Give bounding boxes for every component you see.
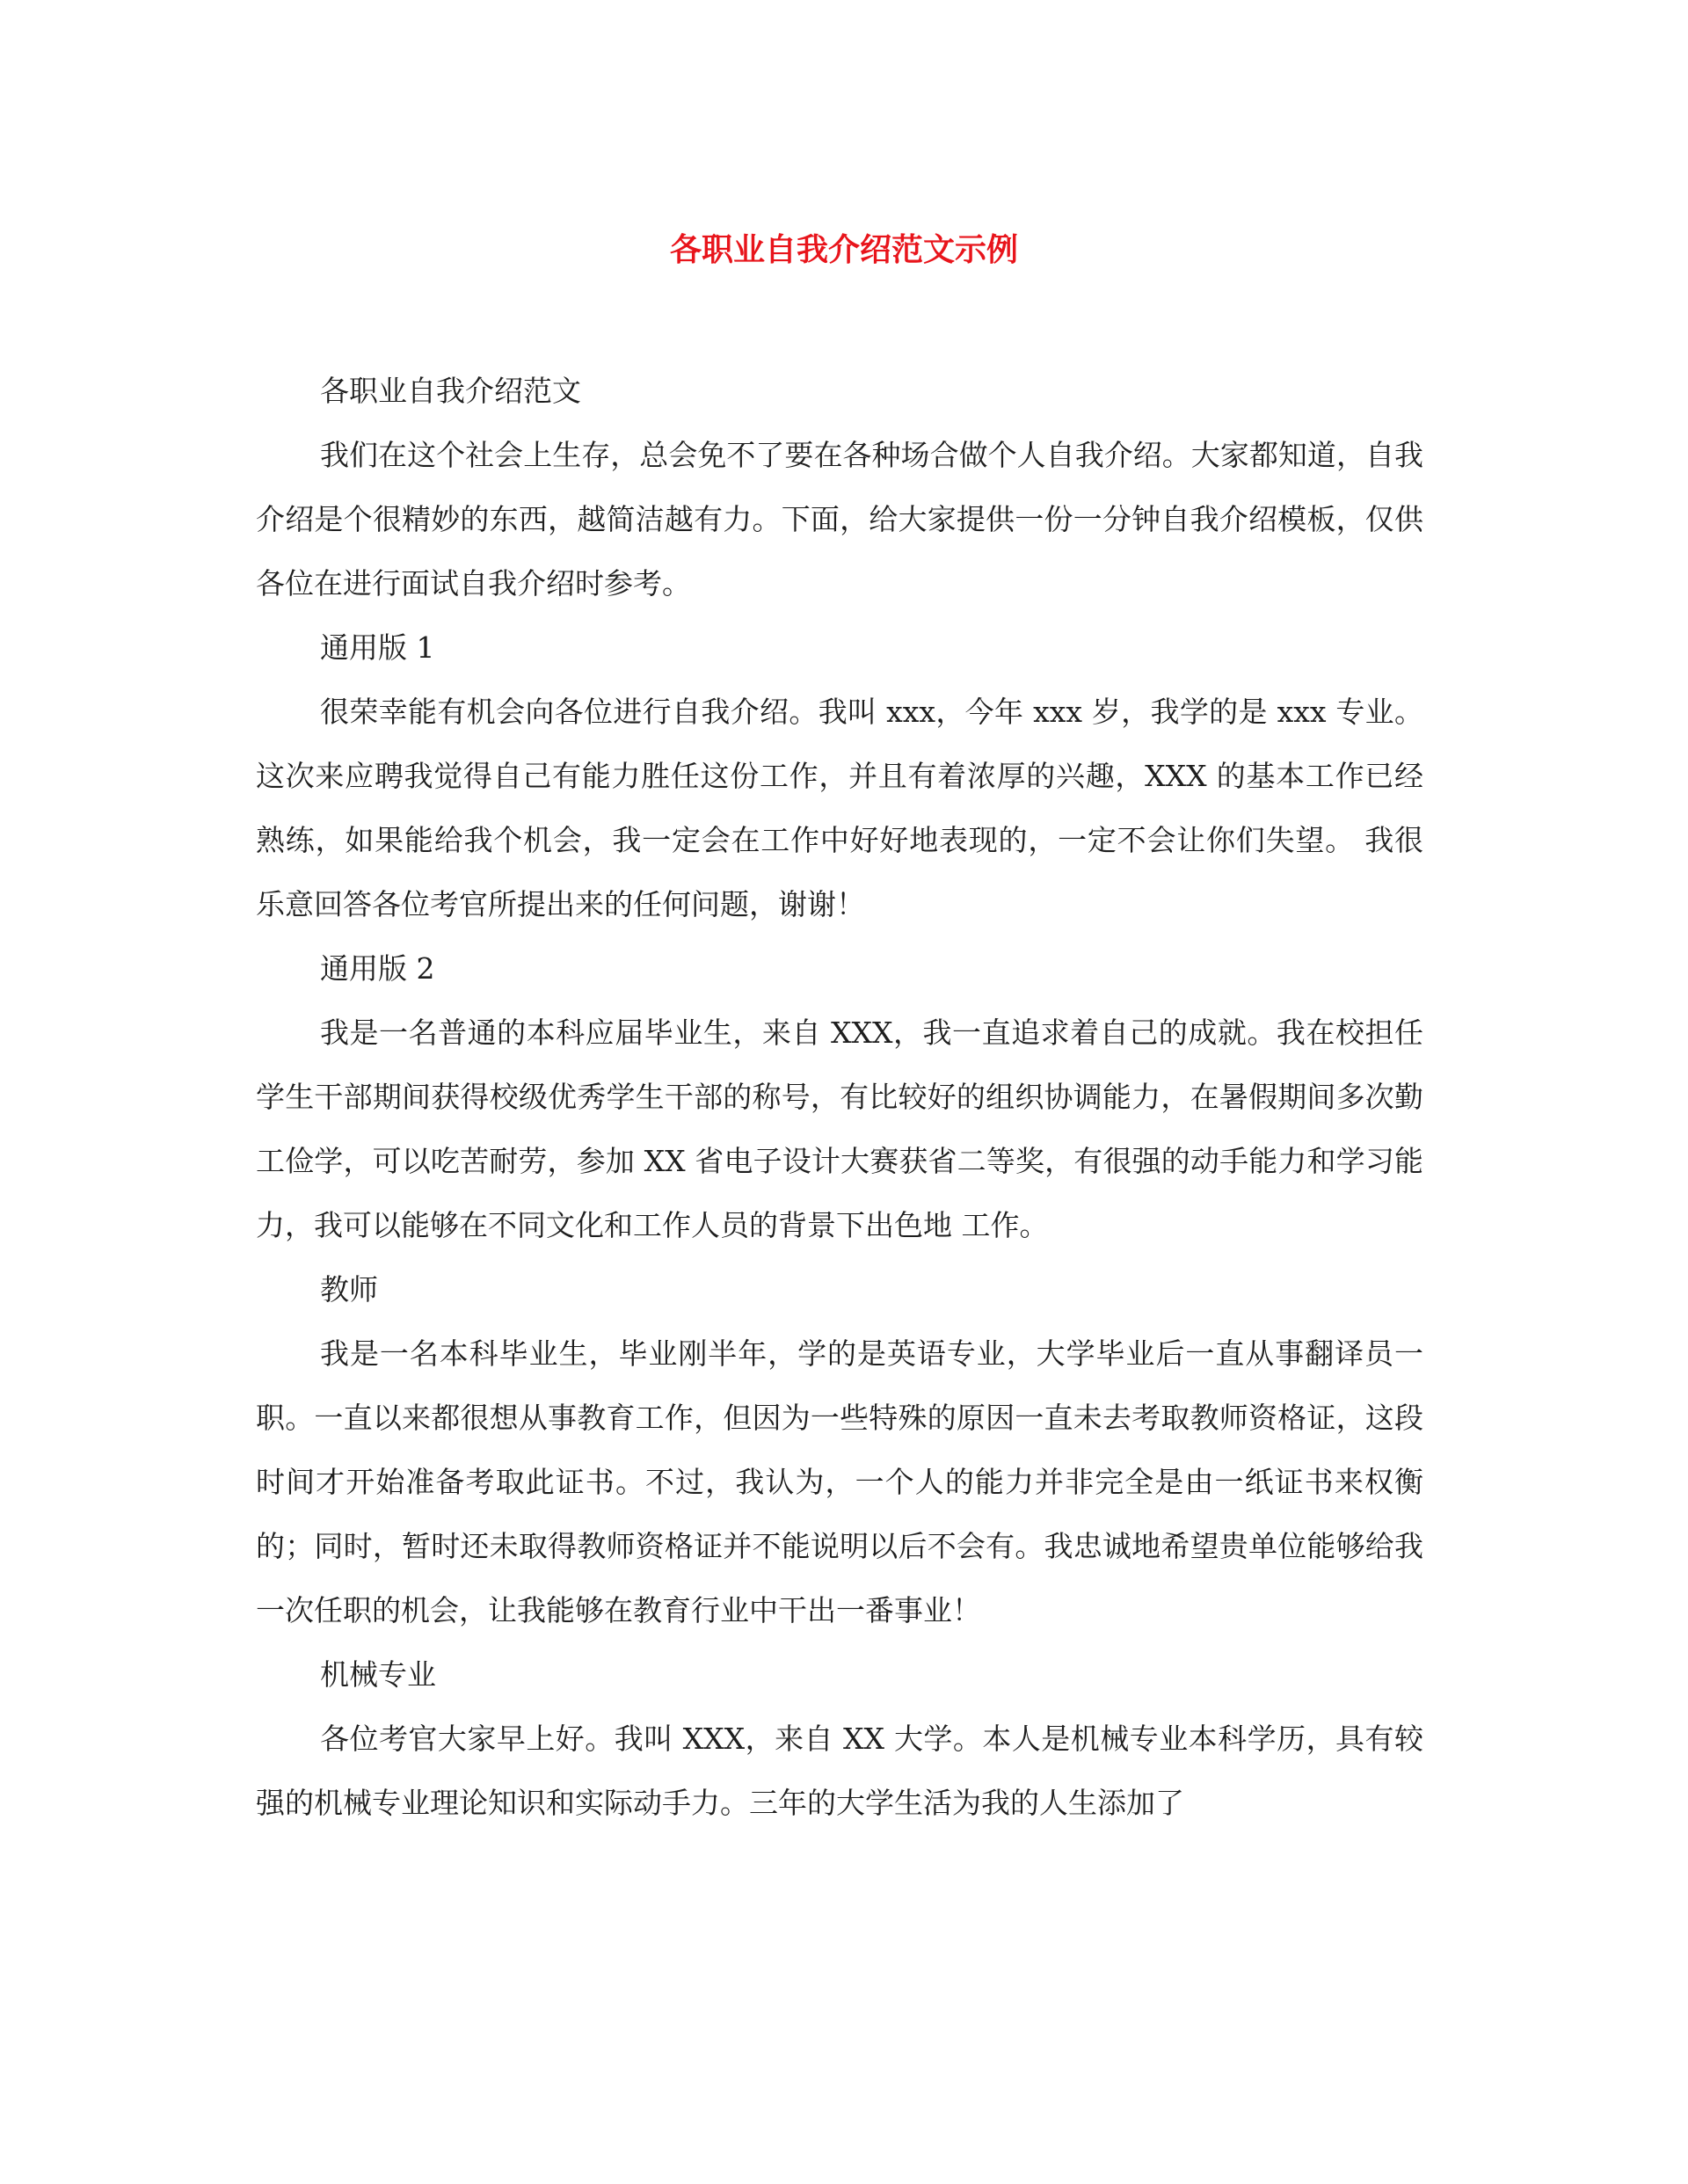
paragraph-mechanical: 各位考官大家早上好。我叫 XXX，来自 XX 大学。本人是机械专业本科学历，具有较强的机械专业理论知识和实际动手力。三年的大学生活为我的人生添加了 bbox=[256, 1722, 1423, 1820]
section-heading-general-2: 通用版 2 bbox=[320, 951, 435, 986]
section-heading-mechanical: 机械专业 bbox=[320, 1657, 436, 1692]
section-heading-general-1: 通用版 1 bbox=[320, 630, 435, 665]
document-title: 各职业自我介绍范文示例 bbox=[669, 231, 1018, 268]
paragraph-general-2: 我是一名普通的本科应届毕业生，来自 XXX，我一直追求着自己的成就。我在校担任学生干部期间获得校级优秀学生干部的称号，有比较好的组织协调能力，在暑假期间多次勤工俭学，可以吃苦耐劳，参加 XX 省电子设计大赛获省二等奖，有很强的动手能力和学习能力，我可以能够在不同文化和工作人员的背景下出色地 工作。 bbox=[256, 1016, 1423, 1242]
paragraph-intro: 我们在这个社会上生存，总会免不了要在各种场合做个人自我介绍。大家都知道，自我介绍是个很精妙的东西，越简洁越有力。下面，给大家提供一份一分钟自我介绍模板，仅供各位在进行面试自我介绍时参考。 bbox=[256, 438, 1423, 601]
section-heading-intro: 各职业自我介绍范文 bbox=[320, 374, 581, 408]
section-heading-teacher: 教师 bbox=[320, 1272, 378, 1307]
document-body bbox=[256, 359, 1423, 1835]
paragraph-general-1: 很荣幸能有机会向各位进行自我介绍。我叫 xxx，今年 xxx 岁，我学的是 xxx 专业。这次来应聘我觉得自己有能力胜任这份工作，并且有着浓厚的兴趣，XXX 的基本工作已经熟练，如果能给我个机会，我一定会在工作中好好地表现的，一定不会让你们失望。 我很乐意回答各位考官所提出来的任何问题，谢谢！ bbox=[256, 695, 1423, 921]
paragraph-teacher: 我是一名本科毕业生，毕业刚半年，学的是英语专业，大学毕业后一直从事翻译员一职。一直以来都很想从事教育工作，但因为一些特殊的原因一直未去考取教师资格证，这段时间才开始准备考取此证书。不过，我认为，一个人的能力并非完全是由一纸证书来权衡的；同时，暂时还未取得教师资格证并不能说明以后不会有。我忠诚地希望贵单位能够给我一次任职的机会，让我能够在教育行业中干出一番事业！ bbox=[256, 1336, 1423, 1627]
